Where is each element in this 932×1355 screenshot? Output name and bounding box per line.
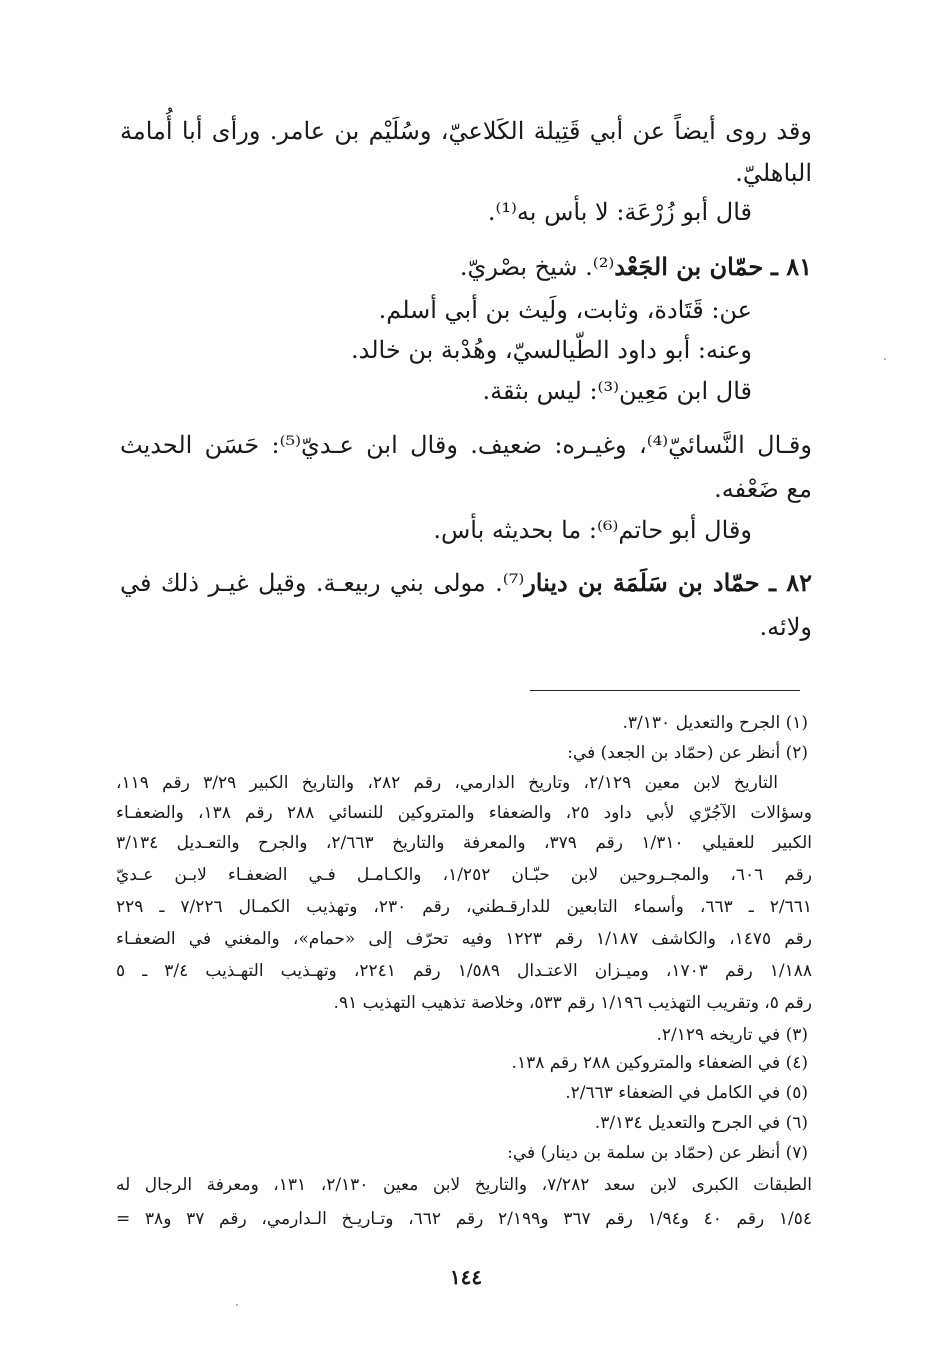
footnote-4: (٤) في الضعفاء والمتروكين ٢٨٨ رقم ١٣٨. (511, 1053, 808, 1073)
entry-82-number: ٨٢ ـ (769, 568, 812, 597)
body-line-7: قال ابن مَعِين⁽³⁾: ليس بثقة. (482, 377, 752, 405)
footnote-7-line-1: الطبقات الكبرى لابن سعد ٧/٢٨٢، والتاريخ لابن معين ٢/١٣٠، ١٣١، ومعرفة الرجال له (116, 1175, 812, 1195)
footnote-7: (٧) أنظر عن (حمّاد بن سلمة بن دينار) في: (507, 1143, 808, 1163)
footnote-2-line-2: وسؤالات الآجُرّي لأبي داود ٢٥، والضعفاء والمتروكين للنسائي ٢٨٨ رقم ١٣٨، والضعفـاء (116, 803, 812, 823)
footnote-2-line-7: ١/١٨٨ رقم ١٧٠٣، وميـزان الاعتـدال ١/٥٨٩ رقم ٢٢٤١، وتهـذيب التهـذيب ٣/٤ ـ ٥ (116, 961, 813, 981)
body-line-10: وقال أبو حاتم⁽⁶⁾: ما بحديثه بأس. (433, 516, 752, 544)
body-line-1: وقد روى أيضاً عن أبي قَتِيلة الكَلاعيّ، وسُلَيْم بن عامر. ورأى أبا أُمامة (120, 117, 812, 145)
body-line-6: وعنه: أبو داود الطّيالسيّ، وهُدْبة بن خالد. (351, 336, 752, 364)
body-line-9: مع ضَعْفه. (714, 475, 812, 503)
entry-82-rest: ⁽⁷⁾. مولى بني ربيعـة. وقيل غيـر ذلك في (120, 569, 525, 597)
body-line-3: قال أبو زُرْعَة: لا بأس به⁽¹⁾. (487, 198, 752, 226)
entry-82-heading (120, 568, 812, 598)
footnote-2-line-5: ٢/٦٦١ ـ ٦٦٣، وأسماء التابعين للدارقـطني، رقم ٢٣٠، وتهذيب الكمـال ٧/٢٢٦ ـ ٢٢٩ (116, 897, 812, 917)
scan-speck (884, 358, 886, 360)
footnote-2: (٢) أنظر عن (حمّاد بن الجعد) في: (567, 743, 808, 763)
footnote-2-line-1: التاريخ لابن معين ٢/١٢٩، وتاريخ الدارمي، رقم ٢٨٢، والتاريخ الكبير ٣/٢٩ رقم ١١٩، (116, 773, 778, 793)
entry-81-rest: ⁽²⁾. شيخ بصْريّ. (459, 253, 615, 281)
body-line-8: وقـال النَّسائيّ⁽⁴⁾، وغيـره: ضعيف. وقال ابن عـديّ⁽⁵⁾: حَسَن الحديث (120, 431, 812, 459)
footnote-2-line-8: رقم ٥، وتقريب التهذيب ١/١٩٦ رقم ٥٣٣، وخلاصة تذهيب التهذيب ٩١. (333, 993, 812, 1013)
footnote-7-line-2: ١/٥٤ رقم ٤٠ و١/٩٤ رقم ٣٦٧ و٢/١٩٩ رقم ٦٦٢، وتـاريـخ الـدارمي، رقم ٣٧ و٣٨ = (116, 1209, 812, 1229)
entry-81-heading (460, 252, 812, 282)
footnote-2-line-6: رقم ١٤٧٥، والكاشف ١/١٨٧ رقم ١٢٢٣ وفيه تحرّف إلى «حمام»، والمغني في الضعفـاء (116, 929, 812, 949)
body-line-12: ولائه. (759, 613, 812, 641)
body-line-5: عن: قَتَادة، وثابت، ولَيث بن أبي أسلم. (378, 296, 752, 324)
footnote-2-line-4: رقم ٦٠٦، والمجـروحين لابن حبّـان ١/٢٥٢، والكـامـل فـي الضعفـاء لابـن عـديّ (116, 865, 812, 885)
footnote-2-line-3: الكبير للعقيلي ١/٣١٠ رقم ٣٧٩، والمعرفة والتاريخ ٢/٦٦٣، والجرح والتعـديل ٣/١٣٤ (116, 833, 812, 853)
footnote-1: (١) الجرح والتعديل ٣/١٣٠. (622, 713, 808, 733)
entry-81-name: حمّان بن الجَعْد (614, 252, 764, 281)
page-number: ١٤٤ (449, 1265, 483, 1289)
footnote-6: (٦) في الجرح والتعديل ٣/١٣٤. (594, 1113, 808, 1133)
footnote-3: (٣) في تاريخه ٢/١٢٩. (656, 1025, 808, 1045)
entry-82-name: حمّاد بن سَلَمَة بن دينار (524, 568, 760, 597)
body-line-2: الباهليّ. (735, 159, 812, 187)
scan-speck (236, 1304, 238, 1306)
footnote-5: (٥) في الكامل في الضعفاء ٢/٦٦٣. (565, 1083, 808, 1103)
entry-81-number: ٨١ ـ (770, 252, 812, 281)
footnote-separator (530, 690, 800, 691)
